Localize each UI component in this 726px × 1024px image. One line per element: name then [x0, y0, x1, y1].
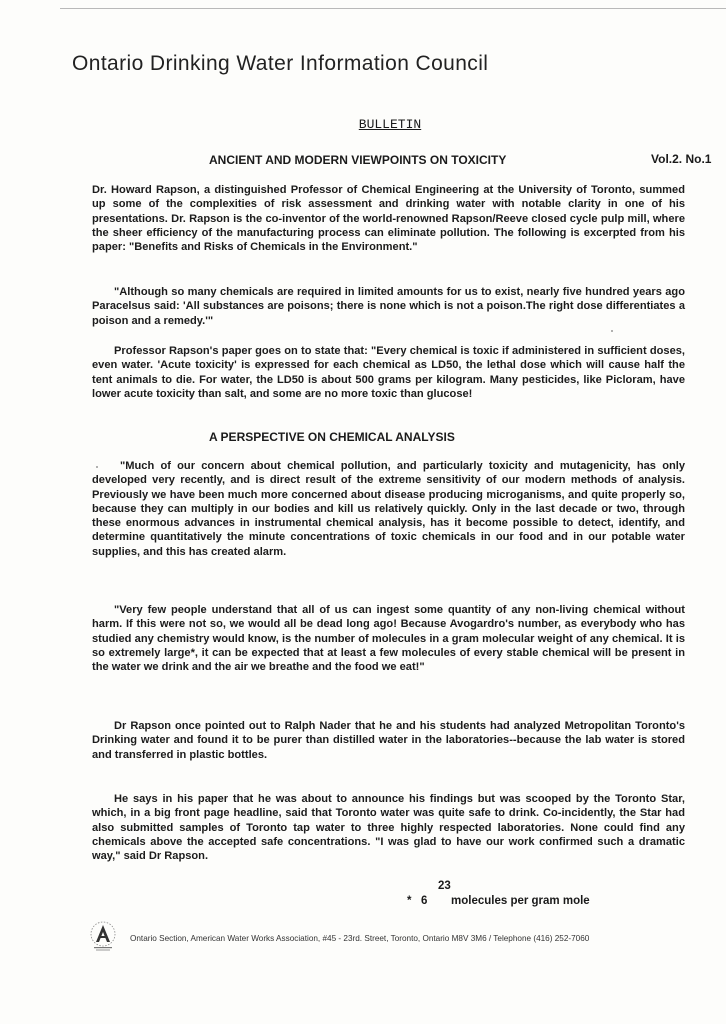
footnote-exponent: 23	[438, 880, 451, 892]
footer-address: Ontario Section, American Water Works Association, #45 - 23rd. Street, Toronto, Ontario M8V 3M6 / Telephone (416) 252-7060	[130, 934, 590, 943]
paragraph-analysis: "Much of our concern about chemical pollution, and particularly toxicity and mutagenicity, has only developed very recently, and is direct result of the extreme sensitivity of our modern methods of analysis. Previously we have been much more concerned about disease producing microganisms, and quite properly so, because they can multiply in our bodies and kill us relatively quickly. Only in the last decade or two, through these enormous advances in instrumental chemical analysis, has it become possible to detect, identify, and determine quantitatively the minute concentrations of toxic chemicals in our food and in our potable water supplies, and this has created alarm.	[92, 460, 685, 558]
scan-speck	[611, 330, 613, 332]
paragraph-intro: Dr. Howard Rapson, a distinguished Professor of Chemical Engineering at the University of Toronto, summed up some of the complexities of risk assessment and drinking water with notable clarity in one of his presentations. Dr. Rapson is the co-inventor of the world-renowned Rapson/Reeve closed cycle pulp mill, where the sheer efficiency of the manufacturing process can eliminate pollution. The following is excerpted from his paper: "Benefits and Risks of Chemicals in the Environment."	[92, 184, 685, 254]
volume-number: Vol.2. No.1	[651, 152, 712, 166]
top-rule	[60, 8, 726, 9]
paragraph-nader: Dr Rapson once pointed out to Ralph Nader that he and his students had analyzed Metropolitan Toronto's Drinking water and found it to be purer than distilled water in the laboratories--because the lab water is stored and transferred in plastic bottles.	[92, 720, 685, 761]
footnote-marker: *	[407, 895, 412, 907]
paragraph-avogadro: "Very few people understand that all of us can ingest some quantity of any non-living chemical without harm. If this were not so, we would all be dead long ago! Because Avogardro's number, as everybody who has studied any chemistry would know, is the number of molecules in a gram molecular weight of any chemical. It is so extremely large*, it can be expected that at least a few molecules of every stable chemical will be present in the water we drink and the air we breathe and the food we eat!"	[92, 604, 685, 674]
article-title: ANCIENT AND MODERN VIEWPOINTS ON TOXICITY	[209, 153, 507, 167]
section-title-analysis: A PERSPECTIVE ON CHEMICAL ANALYSIS	[209, 430, 455, 444]
bulletin-label: BULLETIN	[358, 117, 422, 132]
footnote-text: molecules per gram mole	[451, 895, 590, 907]
paragraph-toronto-star: He says in his paper that he was about to announce his findings but was scooped by the Toronto Star, which, in a big front page headline, said that Toronto water was quite safe to drink. Co-incidently, the Star had also submitted samples of Toronto tap water to three highly respected laboratories. None could find any chemicals above the accepted safe concentrations. "I was glad to have our work confirmed such a dramatic way," said Dr Rapson.	[92, 793, 685, 863]
paragraph-paracelsus-quote: "Although so many chemicals are required in limited amounts for us to exist, nearly five hundred years ago Paracelsus said: 'All substances are poisons; there is none which is not a poison.The right dose differentiates a poison and a remedy.'"	[92, 286, 685, 327]
organization-title: Ontario Drinking Water Information Council	[72, 52, 489, 75]
scan-speck	[96, 466, 98, 468]
awwa-logo-icon	[88, 920, 118, 952]
paragraph-toxicity: Professor Rapson's paper goes on to state that: "Every chemical is toxic if administered in sufficient doses, even water. 'Acute toxicity' is expressed for each chemical as LD50, the lethal dose which will cause half the tent animals to die. For water, the LD50 is about 500 grams per kilogram. Many pesticides, like Picloram, have lower acute toxicity than salt, and some are no more toxic than glucose!	[92, 345, 685, 400]
footnote-base: 6	[421, 895, 428, 907]
